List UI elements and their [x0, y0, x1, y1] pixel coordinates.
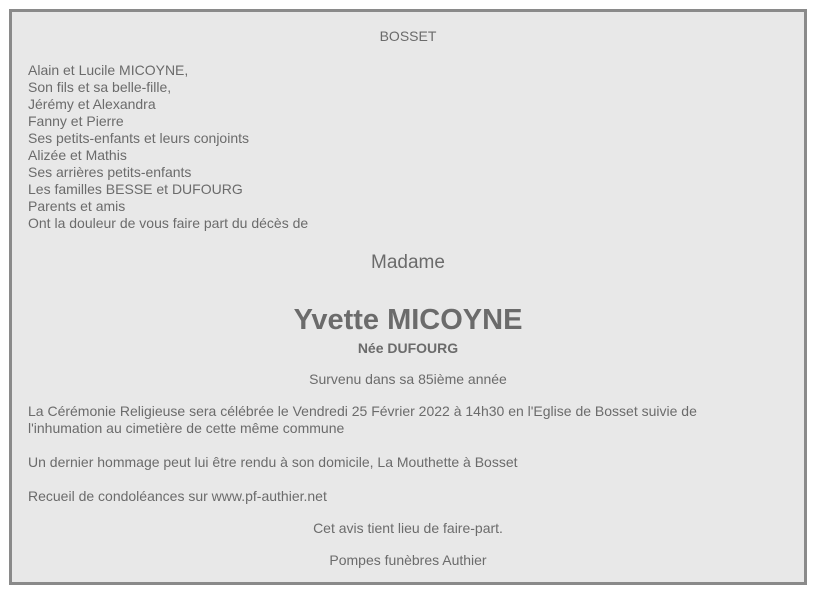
family-list	[28, 62, 308, 232]
funeral-home: Pompes funèbres Authier	[329, 552, 487, 568]
maiden-name: Née DUFOURG	[357, 340, 459, 356]
family-line: Ses arrières petits-enfants	[28, 164, 192, 180]
ceremony-text: La Cérémonie Religieuse sera célébrée le Vendredi 25 Février 2022 à 14h30 en l'Eglise de Bosset suivie de l'inhumation au cimetière de cette même commune	[28, 403, 697, 436]
family-line: Ses petits-enfants et leurs conjoints	[28, 130, 250, 146]
notice-line: Cet avis tient lieu de faire-part.	[313, 520, 503, 536]
family-line: Ont la douleur de vous faire part du décès de	[28, 215, 309, 231]
family-line: Les familles BESSE et DUFOURG	[28, 181, 243, 197]
family-line: Alizée et Mathis	[28, 147, 127, 163]
deceased-name: Yvette MICOYNE	[293, 304, 523, 336]
tribute-text: Un dernier hommage peut lui être rendu à son domicile, La Mouthette à Bosset	[28, 454, 518, 470]
town-heading: BOSSET	[379, 28, 437, 44]
family-line: Alain et Lucile MICOYNE,	[28, 62, 189, 78]
civility-title: Madame	[371, 252, 445, 273]
family-line: Son fils et sa belle-fille,	[28, 79, 172, 95]
family-line: Parents et amis	[28, 198, 126, 214]
family-line: Jérémy et Alexandra	[28, 96, 156, 112]
age-line: Survenu dans sa 85ième année	[309, 371, 507, 387]
obituary-card	[9, 9, 807, 585]
condolences-text: Recueil de condoléances sur www.pf-authier.net	[28, 488, 327, 504]
family-line: Fanny et Pierre	[28, 113, 124, 129]
